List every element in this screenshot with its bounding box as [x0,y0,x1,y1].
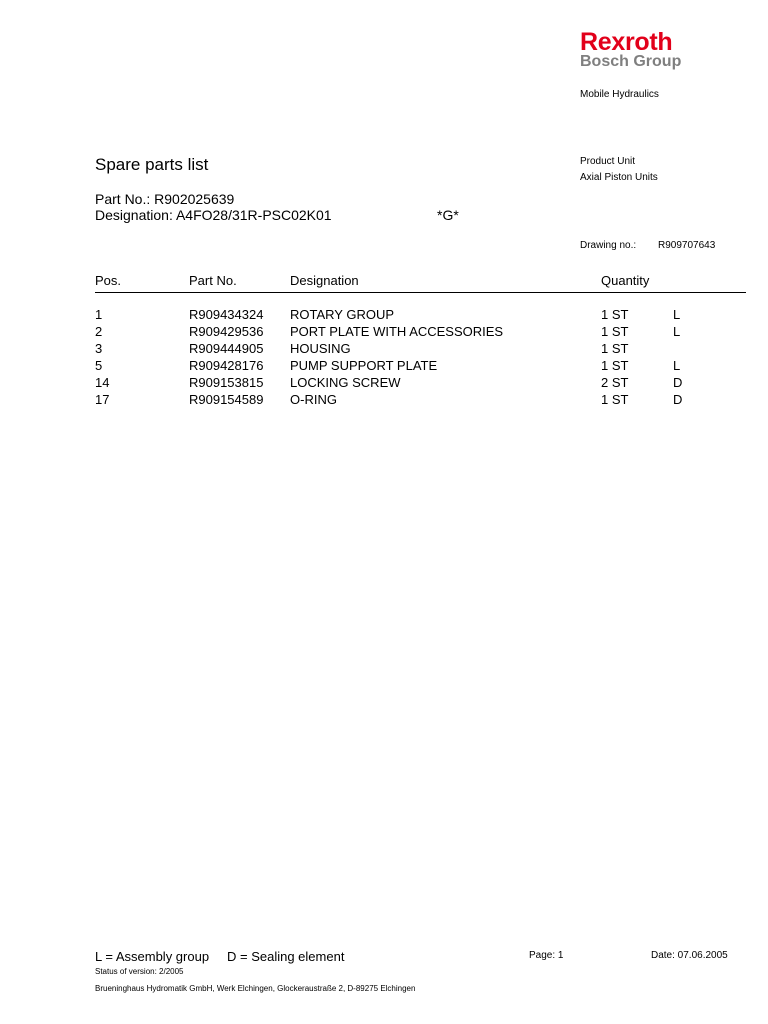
cell-pos: 1 [95,307,103,322]
product-unit-label: Product Unit [580,156,636,167]
cell-flag: L [673,358,681,373]
cell-designation: ROTARY GROUP [290,307,395,322]
cell-pos: 3 [95,341,103,356]
document-date: Date: 07.06.2005 [651,950,728,961]
table-row [0,392,768,409]
cell-quantity: 1 ST [601,392,629,407]
cell-flag: D [673,392,683,407]
cell-part-no: R909428176 [189,358,264,373]
cell-pos: 17 [95,392,110,407]
page-title: Spare parts list [95,155,209,174]
cell-designation: PUMP SUPPORT PLATE [290,358,438,373]
drawing-no-label: Drawing no.: [580,240,637,251]
company-address: Brueninghaus Hydromatik GmbH, Werk Elchingen, Glockeraustraße 2, D-89275 Elchingen [95,984,416,993]
cell-pos: 2 [95,324,103,339]
cell-part-no: R909154589 [189,392,264,407]
cell-flag: L [673,324,681,339]
table-row [0,307,768,324]
page-number: Page: 1 [529,950,564,961]
designation-line [95,207,332,223]
part-no-line [95,191,234,207]
part-no-value: R902025639 [154,191,235,207]
legend-sealing-element: D = Sealing element [227,949,345,964]
table-row [0,358,768,375]
cell-part-no: R909444905 [189,341,264,356]
cell-pos: 5 [95,358,103,373]
parts-table-body [0,307,768,409]
cell-part-no: R909434324 [189,307,264,322]
product-type-label: Axial Piston Units [580,172,658,183]
col-header-designation: Designation [290,273,359,288]
cell-part-no: R909429536 [189,324,264,339]
table-row [0,375,768,392]
designation-label: Designation: [95,207,173,223]
table-header-rule [95,292,746,293]
cell-flag: D [673,375,683,390]
cell-quantity: 1 ST [601,307,629,322]
cell-part-no: R909153815 [189,375,264,390]
cell-quantity: 1 ST [601,341,629,356]
designation-value: A4FO28/31R-PSC02K01 [175,207,332,223]
cell-designation: PORT PLATE WITH ACCESSORIES [290,324,504,339]
cell-quantity: 1 ST [601,358,629,373]
cell-designation: O-RING [290,392,337,407]
col-header-pos: Pos. [95,273,122,288]
part-no-label: Part No.: [95,191,151,207]
col-header-quantity: Quantity [601,273,650,288]
version-status: Status of version: 2/2005 [95,967,184,976]
brand-logo-name: Rexroth [580,28,673,56]
table-row [0,341,768,358]
drawing-no-value: R909707643 [658,240,716,251]
cell-flag: L [673,307,681,322]
brand-logo-group: Bosch Group [580,53,682,70]
designation-marker: *G* [437,207,459,223]
cell-designation: LOCKING SCREW [290,375,401,390]
col-header-part-no: Part No. [189,273,237,288]
cell-quantity: 1 ST [601,324,629,339]
table-row [0,324,768,341]
legend-assembly-group: L = Assembly group [95,949,210,964]
cell-quantity: 2 ST [601,375,629,390]
cell-designation: HOUSING [290,341,351,356]
division-label: Mobile Hydraulics [580,89,659,100]
cell-pos: 14 [95,375,110,390]
